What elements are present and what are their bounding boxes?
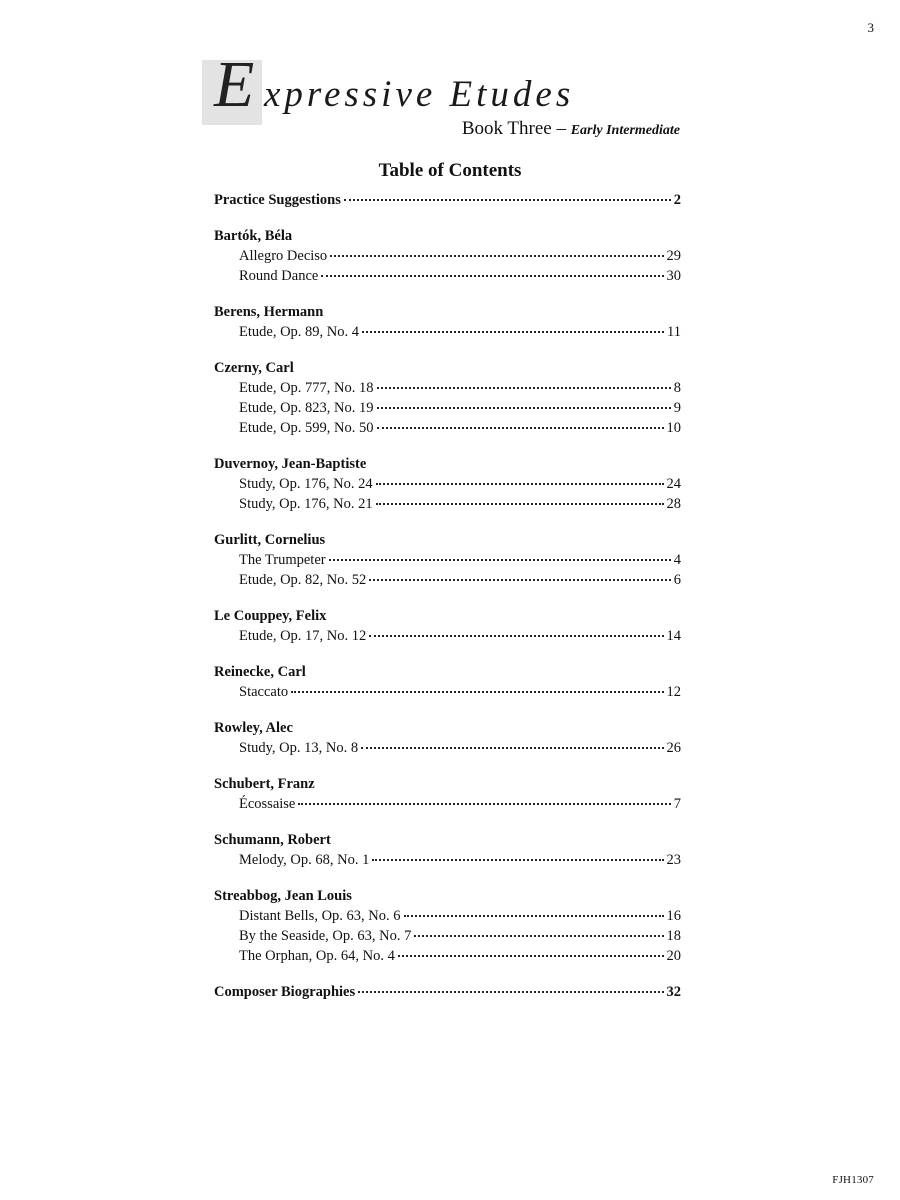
dot-leader (398, 955, 664, 957)
toc-heading: Table of Contents (378, 160, 522, 181)
toc-entry[interactable] (214, 850, 681, 870)
toc-entry[interactable] (214, 682, 681, 702)
toc-entry-page: 28 (666, 496, 681, 512)
dot-leader (404, 915, 664, 917)
composer-section (214, 358, 681, 438)
toc-entry-label: Round Dance (239, 268, 319, 284)
composer-section (214, 530, 681, 590)
toc-entry-composer-biographies[interactable] (214, 982, 681, 1002)
composer-section (214, 226, 681, 286)
catalog-code: FJH1307 (832, 1174, 874, 1186)
toc-entry[interactable] (214, 322, 681, 342)
toc-entry-page: 26 (666, 740, 681, 756)
toc-entry-practice-suggestions[interactable] (214, 190, 681, 210)
toc-entry-page: 2 (673, 192, 681, 208)
toc-entry[interactable] (214, 266, 681, 286)
table-of-contents (214, 190, 681, 1002)
toc-entry-label: Etude, Op. 823, No. 19 (239, 400, 374, 416)
toc-entry-label: The Orphan, Op. 64, No. 4 (239, 948, 395, 964)
toc-entry-page: 4 (673, 552, 681, 568)
dot-leader (344, 199, 671, 201)
toc-entry-page: 24 (666, 476, 681, 492)
dot-leader (330, 255, 663, 257)
toc-entry[interactable] (214, 398, 681, 418)
composer-name: Berens, Hermann (214, 304, 324, 320)
composer-name: Le Couppey, Felix (214, 608, 327, 624)
composer-section (214, 454, 681, 514)
composer-section (214, 886, 681, 966)
toc-entry-label: Study, Op. 176, No. 21 (239, 496, 373, 512)
toc-entry-label: Melody, Op. 68, No. 1 (239, 852, 370, 868)
toc-entry-label: Study, Op. 176, No. 24 (239, 476, 373, 492)
subtitle-text: Book Three – (461, 118, 566, 139)
dot-leader (369, 579, 670, 581)
dot-leader (329, 559, 671, 561)
toc-entry[interactable] (214, 738, 681, 758)
toc-entry-label: Distant Bells, Op. 63, No. 6 (239, 908, 401, 924)
dot-leader (358, 991, 663, 993)
toc-entry-page: 6 (673, 572, 681, 588)
toc-entry-label: By the Seaside, Op. 63, No. 7 (239, 928, 412, 944)
composer-section (214, 302, 681, 342)
composer-section (214, 662, 681, 702)
dot-leader (321, 275, 663, 277)
dot-leader (377, 407, 671, 409)
toc-entry-page: 8 (673, 380, 681, 396)
toc-entry-label: Etude, Op. 89, No. 4 (239, 324, 360, 340)
toc-entry[interactable] (214, 906, 681, 926)
toc-entry[interactable] (214, 794, 681, 814)
toc-entry-label: Study, Op. 13, No. 8 (239, 740, 359, 756)
toc-entry-page: 30 (666, 268, 681, 284)
toc-entry-page: 11 (667, 324, 681, 340)
toc-entry[interactable] (214, 418, 681, 438)
toc-entry-page: 18 (666, 928, 681, 944)
composer-name: Reinecke, Carl (214, 664, 306, 680)
dot-leader (369, 635, 663, 637)
dot-leader (376, 483, 664, 485)
composer-section (214, 606, 681, 646)
toc-entry-page: 14 (666, 628, 681, 644)
toc-entry-page: 7 (673, 796, 681, 812)
dot-leader (291, 691, 663, 693)
composer-section (214, 774, 681, 814)
toc-entry-label: Écossaise (239, 796, 296, 812)
level-text: Early Intermediate (570, 123, 680, 138)
toc-entry-page: 16 (666, 908, 681, 924)
toc-entry-label: Etude, Op. 17, No. 12 (239, 628, 367, 644)
dot-leader (362, 331, 664, 333)
composer-name: Duvernoy, Jean-Baptiste (214, 456, 367, 472)
toc-entry-page: 10 (666, 420, 681, 436)
composer-name: Streabbog, Jean Louis (214, 888, 352, 904)
toc-entry[interactable] (214, 570, 681, 590)
dot-leader (377, 427, 664, 429)
toc-entry[interactable] (214, 246, 681, 266)
toc-entry-label: The Trumpeter (239, 552, 326, 568)
page-number: 3 (867, 20, 874, 35)
toc-entry-label: Composer Biographies (214, 984, 356, 1000)
toc-entry-label: Allegro Deciso (239, 248, 328, 264)
composer-section (214, 718, 681, 758)
dot-leader (376, 503, 664, 505)
composer-list (214, 226, 681, 966)
toc-entry-page: 29 (666, 248, 681, 264)
toc-entry-page: 23 (666, 852, 681, 868)
toc-entry-label: Etude, Op. 82, No. 52 (239, 572, 367, 588)
toc-entry-page: 9 (673, 400, 681, 416)
toc-entry-label: Etude, Op. 777, No. 18 (239, 380, 374, 396)
composer-name: Czerny, Carl (214, 360, 294, 376)
toc-entry-label: Practice Suggestions (214, 192, 341, 208)
composer-section (214, 830, 681, 870)
toc-entry[interactable] (214, 926, 681, 946)
book-title (202, 48, 682, 140)
book-subtitle (462, 118, 680, 140)
title-text: xpressive Etudes (264, 74, 575, 115)
toc-entry[interactable] (214, 626, 681, 646)
dot-leader (298, 803, 670, 805)
toc-entry-label: Etude, Op. 599, No. 50 (239, 420, 374, 436)
toc-entry-label: Staccato (239, 684, 289, 700)
dot-leader (361, 747, 663, 749)
toc-entry[interactable] (214, 550, 681, 570)
dot-leader (414, 935, 663, 937)
dot-leader (377, 387, 671, 389)
title-initial: E (214, 48, 255, 121)
toc-entry[interactable] (214, 378, 681, 398)
toc-entry-page: 12 (666, 684, 681, 700)
toc-entry[interactable] (214, 946, 681, 966)
composer-name: Rowley, Alec (214, 720, 293, 736)
dot-leader (372, 859, 663, 861)
composer-name: Gurlitt, Cornelius (214, 532, 326, 548)
composer-name: Bartók, Béla (214, 228, 293, 244)
toc-entry-page: 20 (666, 948, 681, 964)
composer-name: Schumann, Robert (214, 832, 331, 848)
toc-entry[interactable] (214, 494, 681, 514)
composer-name: Schubert, Franz (214, 776, 315, 792)
toc-entry-page: 32 (666, 984, 681, 1000)
toc-entry[interactable] (214, 474, 681, 494)
